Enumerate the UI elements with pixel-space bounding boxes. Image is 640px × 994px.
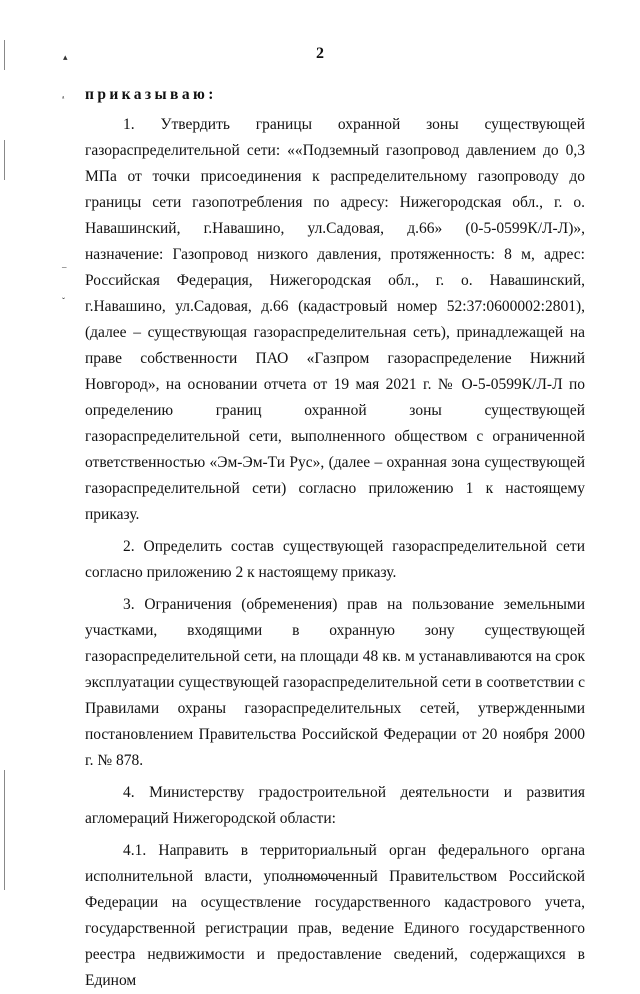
scan-speck: ˇ [62, 296, 65, 306]
clause-1: 1. Утвердить границы охранной зоны существующей газораспределительной сети: ««Подземный газопровод давлением до 0,3 МПа от точки присоединения к распределительному газопроводу до границы сети газопотребления по адресу: Нижегородская обл., г. о. Навашинский, г.Навашино, ул.Садовая, д.66» (0-5-0599К/Л-Л)», назначение: Газопровод низкого давления, протяженность: 8 м, адрес: Российская Федерация, Нижегородская обл., г. о. Навашинский, г.Навашино, ул.Садовая, д.66 (кадастровый номер 52:37:0600002:2801), (далее – существующая газораспределительная сеть), принадлежащей на праве собственности ПАО «Газпром газораспределение Нижний Новгород», на основании отчета от 19 мая 2021 г. № О-5-0599К/Л-Л по определению границ охранной зоны существующей газораспределительной сети, выполненного обществом с ограниченной ответственностью «Эм-Эм-Ти Рус», (далее – охранная зона существующей газораспределительной сети) согласно приложению 1 к настоящему приказу. [85, 116, 585, 523]
scan-edge-line [4, 770, 5, 890]
clause-2: 2. Определить состав существующей газораспределительной сети согласно приложению 2 к настоящему приказу. [85, 538, 585, 581]
scan-edge-line [4, 140, 5, 180]
scan-speck: ᵃ [62, 93, 65, 103]
scan-speck: ▴ [63, 52, 68, 62]
order-heading: приказываю: [85, 86, 217, 103]
document-body [85, 112, 585, 994]
scan-speck: – [62, 262, 67, 272]
clause-4-1: 4.1. Направить в территориальный орган федерального органа исполнительной власти, уполномоченный Правительством Российской Федерации на осуществление государственного кадастрового учета, государственной регистрации прав, ведение Единого государственного реестра недвижимости и предоставление сведений, содержащихся в Едином [85, 842, 585, 989]
page-number: 2 [316, 45, 324, 62]
clause-3: 3. Ограничения (обременения) прав на пользование земельными участками, входящими в охранную зону существующей газораспределительной сети, на площади 48 кв. м устанавливаются на срок эксплуатации существующей газораспределительной сети в соответствии с Правилами охраны газораспределительных сетей, утвержденными постановлением Правительства Российской Федерации от 20 ноября 2000 г. № 878. [85, 596, 585, 769]
clause-4: 4. Министерству градостроительной деятельности и развития агломераций Нижегородской области: [85, 784, 585, 827]
